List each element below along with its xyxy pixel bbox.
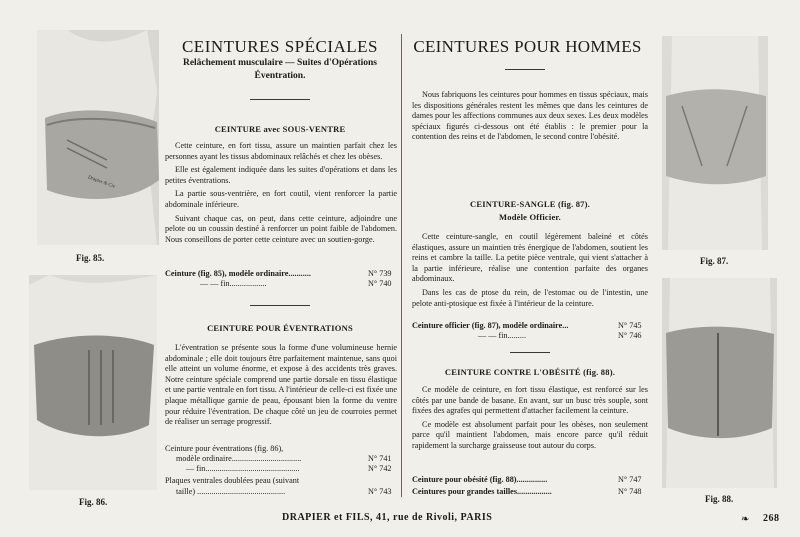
left-sec2-body [165, 343, 397, 431]
right-sec2-item-1: Ceinture pour obésité (fig. 88)............... [412, 475, 548, 484]
page-number: 268 [763, 513, 780, 524]
left-sec2-heading: CEINTURE POUR ÉVENTRATIONS [207, 323, 353, 333]
right-sec1-item-1: Ceinture officier (fig. 87), modèle ordinaire... [412, 321, 569, 330]
right-sec2-heading: CEINTURE CONTRE L'OBÉSITÉ (fig. 88). [444, 367, 616, 377]
right-sec1-para-2: Dans les cas de ptose du rein, de l'estomac ou de l'intestin, une pelote anti-ptosique est fixée à l'intérieur de la ceinture. [412, 287, 648, 308]
figure-87-caption: Fig. 87. [700, 256, 729, 266]
figure-86-caption: Fig. 86. [79, 497, 108, 507]
right-intro-para: Nous fabriquons les ceintures pour hommes en tissus spéciaux, mais les dispositions générales restent les mêmes que dans les ceintures de dames pour les affections communes aux deux sexes. Les deux modèles spéciaux figurés ci-dessous ont été établis : le premier pour la contention des reins et de l'abdomen, le second contre l'obésité. [412, 90, 648, 142]
left-sec1-para-2: Elle est également indiquée dans les suites d'opérations et dans les petites éventrations. [165, 165, 397, 185]
right-sec2-item-2: Ceintures pour grandes tailles................. [412, 487, 552, 496]
right-sec1-body [412, 232, 648, 312]
left-subtitle-2: Éventration. [254, 71, 306, 81]
figure-86-image [29, 275, 157, 490]
figure-88-image [662, 278, 777, 488]
right-sec1-heading: CEINTURE-SANGLE (fig. 87). [470, 199, 590, 209]
left-sec2-item-5: taille) ........................................... [176, 487, 286, 496]
left-sec1-para-1: Cette ceinture, en fort tissu, assure un maintien parfait chez les personnes ayant les tissus abdominaux relâchés et chez les obèses. [165, 141, 397, 161]
right-intro [412, 90, 648, 146]
right-sec1-subheading: Modèle Officier. [499, 212, 561, 222]
right-title-rule [505, 69, 545, 70]
right-title: CEINTURES POUR HOMMES [413, 37, 642, 56]
left-sec2-num-2: N° 741 [368, 454, 392, 463]
right-sec1-num-2: N° 746 [618, 331, 642, 340]
figure-87-image [662, 36, 768, 250]
left-sec2-item-4: Plaques ventrales doublées peau (suivant [165, 476, 300, 485]
right-sec2-para-2: Ce modèle est absolument parfait pour les obèses, non seulement parce qu'il maintient l'abdomen, mais encore parce qu'il réduit rapidement la surcharge graisseuse tout autour du corps. [412, 419, 648, 450]
left-sec2-item-1: Ceinture pour éventrations (fig. 86), [165, 444, 284, 453]
left-title-rule [250, 99, 310, 100]
footer-address: DRAPIER et FILS, 41, rue de Rivoli, PARIS [282, 512, 493, 523]
left-sec2-item-3: — fin.............................................. [186, 464, 300, 473]
figure-88-caption: Fig. 88. [705, 494, 734, 504]
left-subtitle-1: Relâchement musculaire — Suites d'Opérations [182, 58, 378, 68]
left-sec1-para-4: Suivant chaque cas, on peut, dans cette ceinture, adjoindre une pelote ou un coussin destiné à renforcer un point faible de l'abdomen. Nous conseillons de porter cette ceinture avec un soutien-gorge. [165, 213, 397, 244]
column-divider [401, 34, 402, 497]
right-sec2-body [412, 385, 648, 455]
right-sec1-para-1: Cette ceinture-sangle, en coutil légèrement baleiné et côtés élastiques, assure un maintien très énergique de l'abdomen, soutient les reins et cambre la taille. La petite pièce ventrale, qui vient s'attacher à la partie inférieure, réalise une contention parfaite des organes abdominaux. [412, 232, 648, 284]
right-sec1-num-1: N° 745 [618, 321, 642, 330]
left-sec1-heading: CEINTURE avec SOUS-VENTRE [214, 124, 346, 134]
left-title: CEINTURES SPÉCIALES [181, 37, 379, 56]
right-sec2-para-1: Ce modèle de ceinture, en fort tissu élastique, est renforcé sur les côtés par une bande de basane. En avant, sur un busc très souple, sont fixées des agrafes qui permettent d'attacher facilement la ceinture. [412, 385, 648, 416]
left-sec1-item-2: — — fin.................. [200, 279, 267, 288]
figure-85-brand: Drapier & Cie [87, 175, 116, 190]
right-sec2-num-1: N° 747 [618, 475, 642, 484]
left-sec1-num-2: N° 740 [368, 279, 392, 288]
left-sec1-num-1: N° 739 [368, 269, 392, 278]
figure-85-image [37, 30, 159, 245]
figure-85-caption: Fig. 85. [76, 253, 105, 263]
left-sec1-para-3: La partie sous-ventrière, en fort coutil, vient renforcer la partie abdominale inférieure. [165, 189, 397, 209]
left-sec2-para: L'éventration se présente sous la forme d'une volumineuse hernie abdominale ; elle doit toujours être parfaitement maintenue, sans quoi elle atteint un volume énorme, et expose à des accidents très graves. Notre ceinture spéciale comprend une partie dorsale en tissu élastique et une partie ventrale en fort tissu. A l'intérieur de celle-ci est fixée une plaque métallique garnie de peau, épousant bien la forme du ventre pour réduire l'éventration. De chaque côté un jeu de courroies permet de réaliser un serrage progressif. [165, 343, 397, 427]
right-sec2-num-2: N° 748 [618, 487, 642, 496]
left-sec1-item-1: Ceinture (fig. 85), modèle ordinaire........... [165, 269, 311, 278]
right-sec1-item-2: — — fin......... [478, 331, 526, 340]
left-sec1-rule [250, 305, 310, 306]
right-sec1-rule [510, 352, 550, 353]
left-sec2-item-2: modèle ordinaire.................................. [176, 454, 302, 463]
left-sec1-body [165, 141, 397, 248]
left-sec2-num-5: N° 743 [368, 487, 392, 496]
left-sec2-num-3: N° 742 [368, 464, 392, 473]
ornament-icon: ❧ [741, 514, 750, 525]
